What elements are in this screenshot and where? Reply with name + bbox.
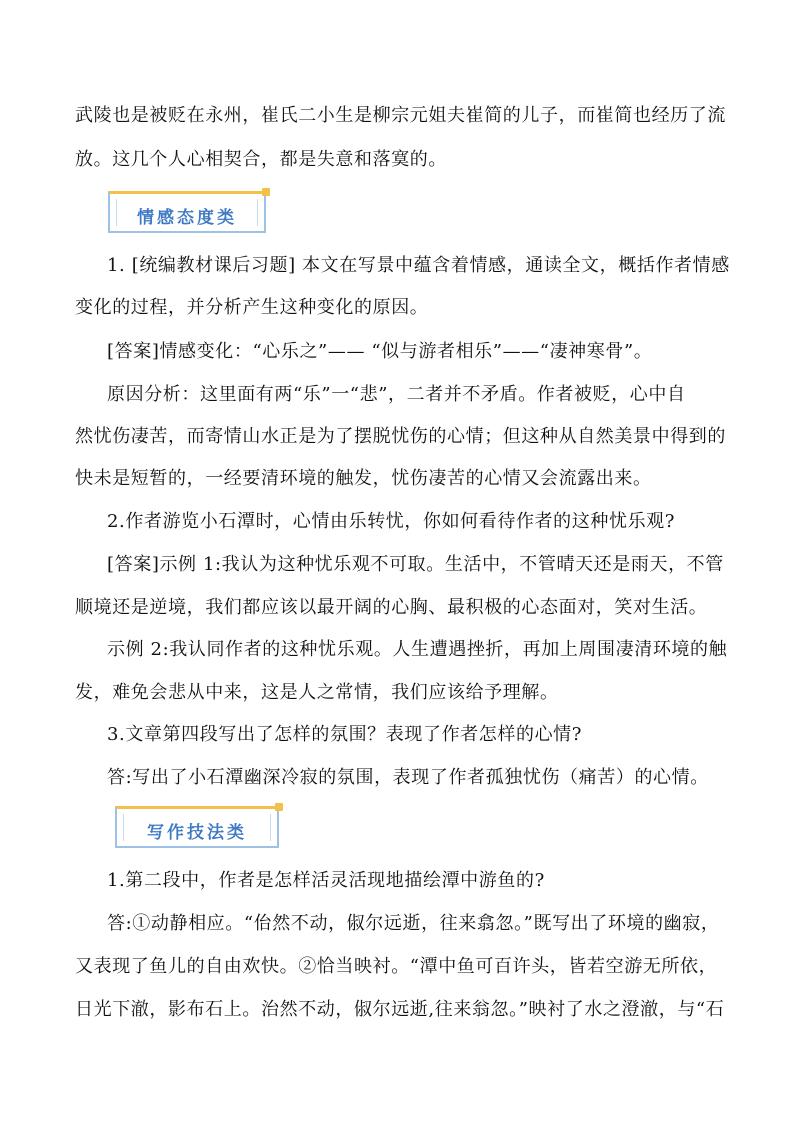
example-1-line-2: 顺境还是逆境，我们都应该以最开阔的心胸、最积极的心态面对，笑对生活。	[75, 597, 708, 618]
example-1-line-1: [答案]示例 1:我认为这种忧乐观不可取。生活中，不管晴天还是雨天，不管	[107, 554, 724, 575]
answer-1: [答案]情感变化：“心乐之”—— “似与游者相乐”——“凄神寒骨”。	[107, 341, 653, 362]
example-2-line-1: 示例 2:我认同作者的这种忧乐观。人生遭遇挫折，再加上周围凄清环境的触	[107, 639, 728, 660]
reason-line-1: 原因分析：这里面有两“乐”一“悲”，二者并不矛盾。作者被贬，心中自	[107, 384, 686, 405]
writing-answer-line-2: 又表现了鱼儿的自由欢快。②恰当映衬。“潭中鱼可百许头，皆若空游无所依，	[75, 956, 718, 977]
section-heading-writing	[115, 806, 279, 848]
intro-line-1: 武陵也是被贬在永州，崔氏二小生是柳宗元姐夫崔简的儿子，而崔简也经历了流	[75, 105, 726, 126]
example-2-line-2: 发，难免会悲从中来，这是人之常情，我们应该给予理解。	[75, 682, 559, 703]
question-1-line-2: 变化的过程，并分析产生这种变化的原因。	[75, 297, 429, 318]
intro-line-2: 放。这几个人心相契合，都是失意和落寞的。	[75, 149, 447, 170]
question-2: 2.作者游览小石潭时，心情由乐转忧，你如何看待作者的这种忧乐观?	[107, 511, 676, 532]
writing-answer-line-1: 答:①动静相应。“佁然不动，俶尔远逝，往来翕忽。”既写出了环境的幽寂，	[107, 913, 720, 934]
writing-answer-line-3: 日光下澈，影布石上。治然不动，俶尔远逝,往来翁忽。”映衬了水之澄澈，与“石	[75, 999, 725, 1020]
answer-3: 答:写出了小石潭幽深冷寂的氛围，表现了作者孤独忧伤（痛苦）的心情。	[107, 767, 709, 788]
writing-question-1: 1.第二段中，作者是怎样活灵活现地描绘潭中游鱼的?	[107, 870, 545, 891]
section-title: 写作技法类	[147, 823, 247, 843]
question-3: 3.文章第四段写出了怎样的氛围？表现了作者怎样的心情?	[107, 724, 583, 745]
section-heading-emotion	[108, 191, 266, 233]
section-title: 情感态度类	[137, 208, 237, 228]
reason-line-2: 然忧伤凄苦，而寄情山水正是为了摆脱忧伤的心情；但这种从自然美景中得到的	[75, 426, 726, 447]
reason-line-3: 快未是短暂的，一经要清环境的触发，忧伤凄苦的心情又会流露出来。	[75, 468, 652, 489]
question-1-line-1: 1. [统编教材课后习题] 本文在写景中蕴含着情感，通读全文，概括作者情感	[107, 255, 730, 276]
